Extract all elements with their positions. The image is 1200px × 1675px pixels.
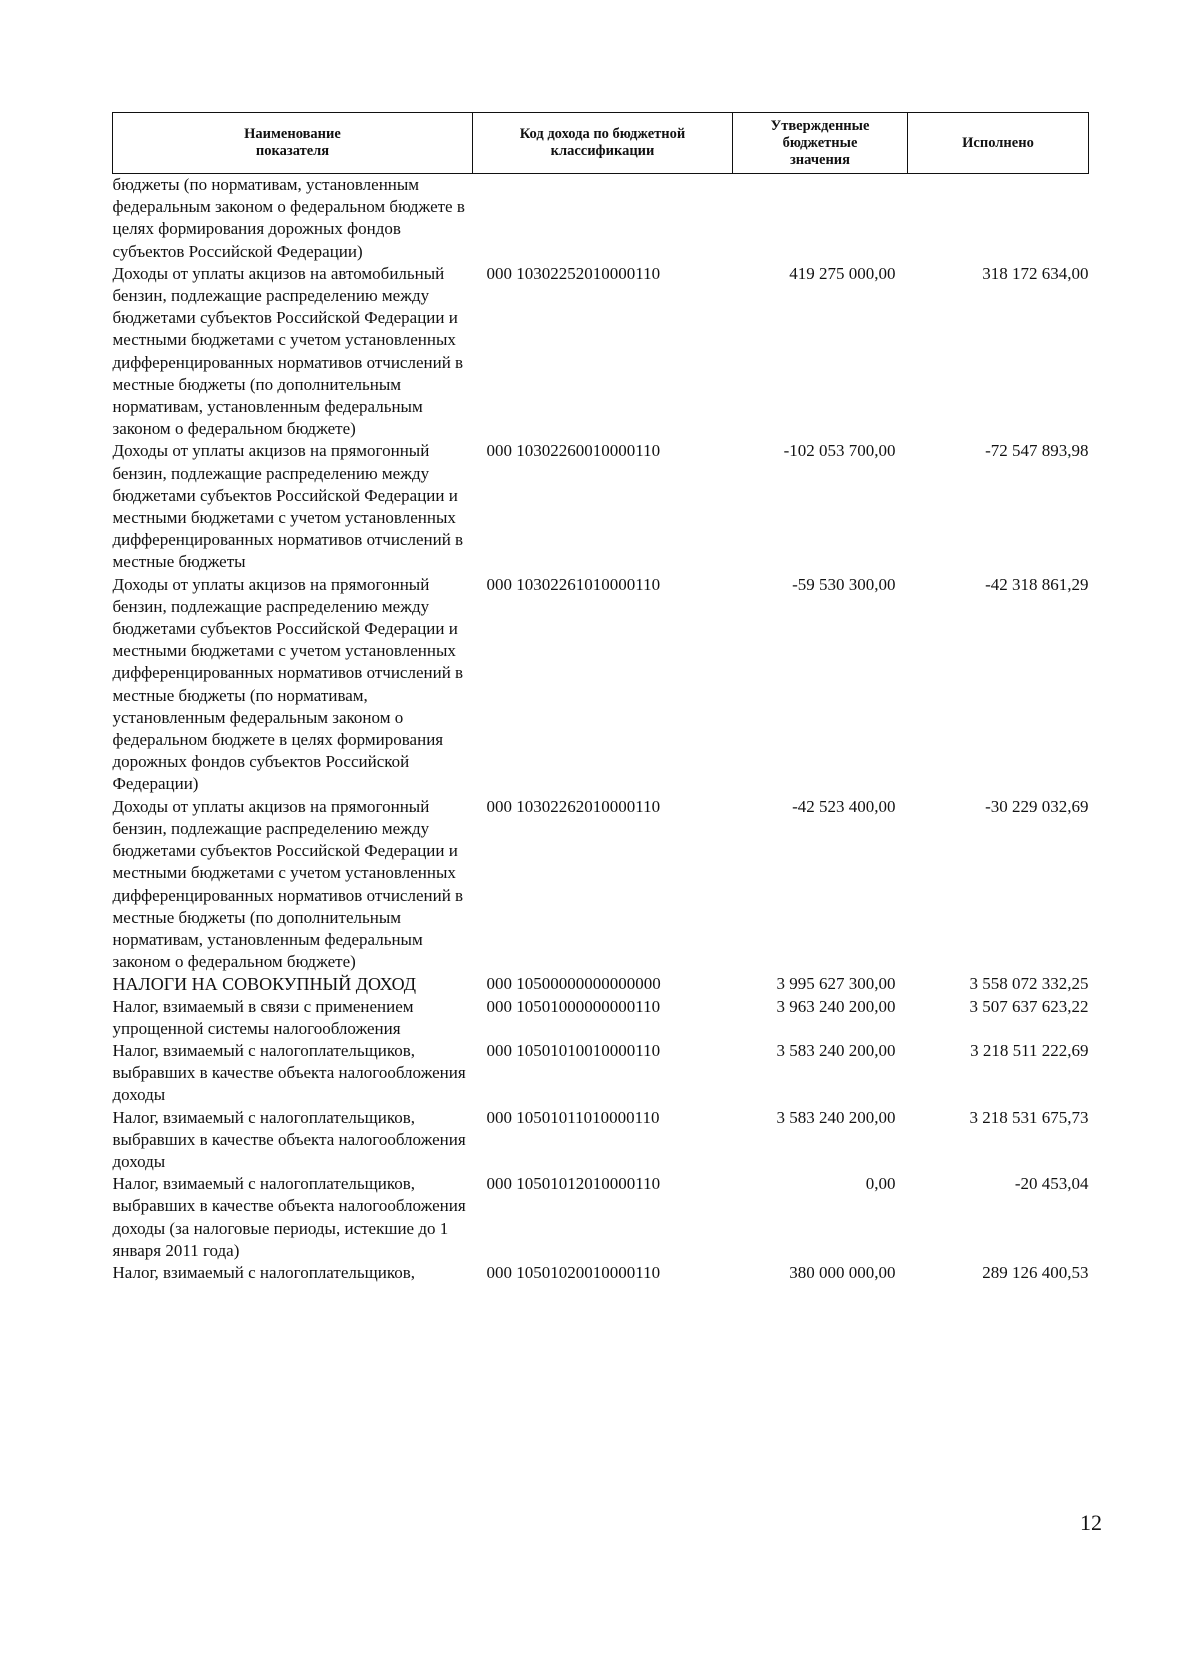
page-number: 12 bbox=[1080, 1510, 1102, 1535]
header-revenue-code: Код дохода по бюджетной классификации bbox=[473, 113, 733, 174]
table-row bbox=[113, 1107, 1089, 1174]
row-code bbox=[473, 174, 733, 263]
table-row bbox=[113, 174, 1089, 263]
row-name: НАЛОГИ НА СОВОКУПНЫЙ ДОХОД bbox=[112, 974, 417, 995]
row-code: 000 10302252010000110 bbox=[486, 263, 661, 283]
row-approved: 0,00 bbox=[865, 1174, 896, 1194]
row-code: 000 10501020010000110 bbox=[486, 1262, 661, 1282]
table-row bbox=[113, 440, 1089, 573]
table-row bbox=[113, 996, 1089, 1040]
row-approved: 3 583 240 200,00 bbox=[776, 1107, 896, 1127]
row-name: Доходы от уплаты акцизов на прямогонный бензин, подлежащие распределению между бюджетами субъектов Российской Федерации и местными бюджетами с учетом установленных дифференцированных нормативов отчислений в местные бюджеты bbox=[112, 441, 464, 572]
row-executed: -20 453,04 bbox=[1014, 1174, 1089, 1194]
table-row bbox=[113, 1262, 1089, 1284]
budget-execution-table bbox=[112, 112, 1089, 1284]
row-code: 000 10500000000000000 bbox=[486, 974, 661, 994]
row-executed: 289 126 400,53 bbox=[982, 1262, 1089, 1282]
row-executed: 3 218 511 222,69 bbox=[970, 1040, 1089, 1060]
row-approved: 3 583 240 200,00 bbox=[776, 1040, 896, 1060]
row-approved: -42 523 400,00 bbox=[792, 796, 896, 816]
row-approved: -102 053 700,00 bbox=[783, 441, 896, 461]
row-approved: 3 995 627 300,00 bbox=[776, 974, 896, 994]
row-executed: -30 229 032,69 bbox=[985, 796, 1089, 816]
table-row bbox=[113, 263, 1089, 441]
table-row-section bbox=[113, 973, 1089, 995]
row-approved: 380 000 000,00 bbox=[789, 1262, 896, 1282]
row-name: бюджеты (по нормативам, установленным федеральным законом о федеральном бюджете в целях формирования дорожных фондов субъектов Российской Федерации) bbox=[112, 175, 465, 261]
row-name: Доходы от уплаты акцизов на прямогонный бензин, подлежащие распределению между бюджетами субъектов Российской Федерации и местными бюджетами с учетом установленных дифференцированных нормативов отчислений в местные бюджеты (по дополнительным нормативам, установленным федеральным законом о федеральном бюджете) bbox=[112, 796, 464, 972]
header-indicator-name: Наименование показателя bbox=[113, 113, 473, 174]
row-executed: 3 218 531 675,73 bbox=[969, 1107, 1089, 1127]
table-row bbox=[113, 796, 1089, 974]
row-name: Налог, взимаемый с налогоплательщиков, bbox=[112, 1262, 415, 1282]
row-code: 000 10501012010000110 bbox=[486, 1174, 661, 1194]
table-row bbox=[113, 1040, 1089, 1107]
row-code: 000 10302261010000110 bbox=[486, 574, 661, 594]
row-executed bbox=[908, 174, 1089, 263]
table-row bbox=[113, 574, 1089, 796]
row-approved: 419 275 000,00 bbox=[789, 263, 896, 283]
row-executed: 318 172 634,00 bbox=[982, 263, 1089, 283]
row-executed: -72 547 893,98 bbox=[985, 441, 1089, 461]
row-name: Доходы от уплаты акцизов на прямогонный бензин, подлежащие распределению между бюджетами субъектов Российской Федерации и местными бюджетами с учетом установленных дифференцированных нормативов отчислений в местные бюджеты (по нормативам, установленным федеральным законом о федеральном бюджете в целях формирования дорожных фондов субъектов Российской Федерации) bbox=[112, 574, 464, 794]
row-name: Налог, взимаемый в связи с применением упрощенной системы налогообложения bbox=[112, 996, 414, 1038]
row-approved: -59 530 300,00 bbox=[792, 574, 896, 594]
row-code: 000 10302262010000110 bbox=[486, 796, 661, 816]
row-approved bbox=[733, 174, 908, 263]
table-header bbox=[113, 113, 1089, 174]
row-name: Налог, взимаемый с налогоплательщиков, выбравших в качестве объекта налогообложения доходы (за налоговые периоды, истекшие до 1 января 2011 года) bbox=[112, 1174, 466, 1260]
table-body bbox=[113, 174, 1089, 1285]
row-code: 000 10501010010000110 bbox=[486, 1040, 661, 1060]
row-executed: 3 507 637 623,22 bbox=[969, 996, 1089, 1016]
row-name: Доходы от уплаты акцизов на автомобильный бензин, подлежащие распределению между бюджетами субъектов Российской Федерации и местными бюджетами с учетом установленных дифференцированных нормативов отчислений в местные бюджеты (по дополнительным нормативам, установленным федеральным законом о федеральном бюджете) bbox=[112, 263, 464, 439]
row-executed: 3 558 072 332,25 bbox=[969, 974, 1089, 994]
row-code: 000 10501000000000110 bbox=[486, 996, 661, 1016]
header-approved-values: Утвержденные бюджетные значения bbox=[733, 113, 908, 174]
table-row bbox=[113, 1173, 1089, 1262]
row-name: Налог, взимаемый с налогоплательщиков, выбравших в качестве объекта налогообложения доходы bbox=[112, 1040, 466, 1105]
header-executed: Исполнено bbox=[908, 113, 1089, 174]
row-executed: -42 318 861,29 bbox=[985, 574, 1089, 594]
row-name: Налог, взимаемый с налогоплательщиков, выбравших в качестве объекта налогообложения доходы bbox=[112, 1107, 466, 1171]
row-approved: 3 963 240 200,00 bbox=[776, 996, 896, 1016]
row-code: 000 10501011010000110 bbox=[486, 1107, 660, 1127]
row-code: 000 10302260010000110 bbox=[486, 441, 661, 461]
